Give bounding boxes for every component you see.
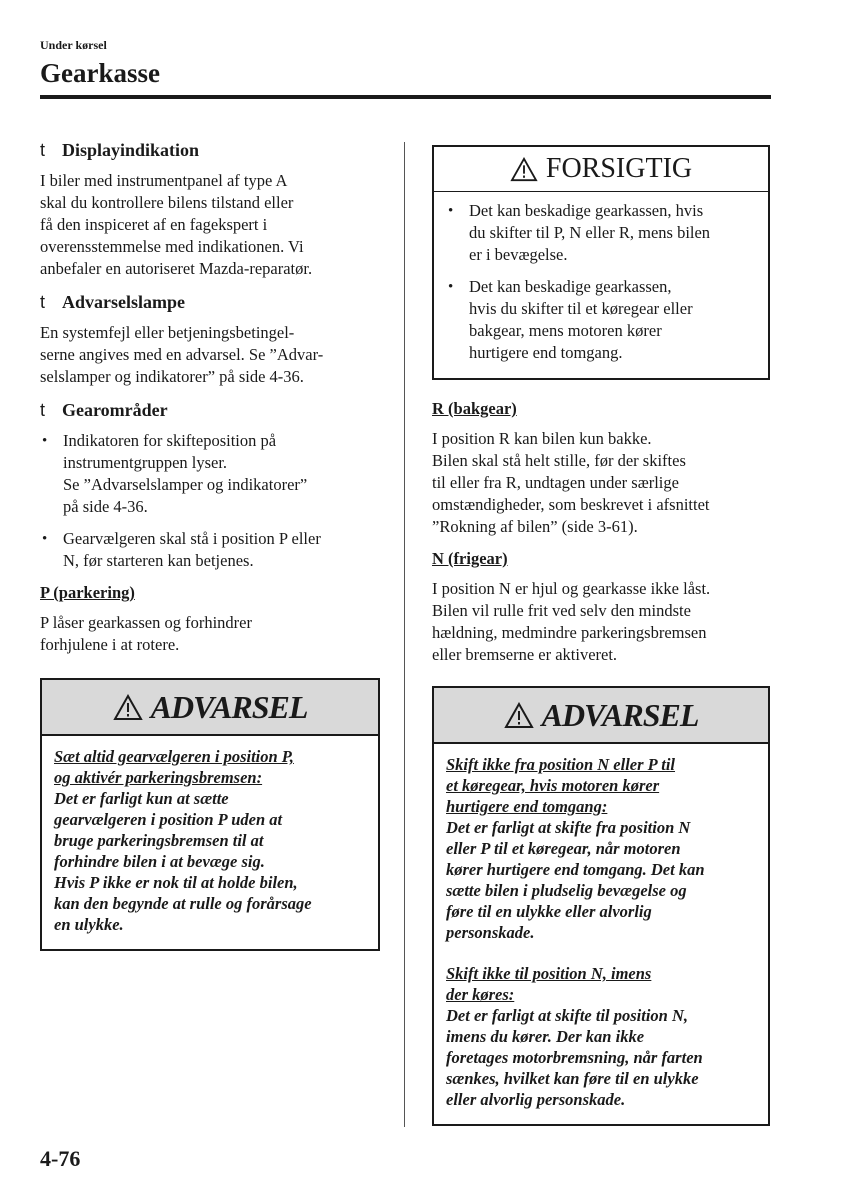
warning-body	[434, 744, 768, 1124]
text-line: føre til en ulykke eller alvorlig	[446, 902, 652, 921]
text-line: Det kan beskadige gearkassen, hvis	[469, 201, 704, 220]
warning-emphasis	[446, 754, 756, 817]
text-line: eller P til et køregear, når motoren	[446, 839, 681, 858]
ranges-list	[40, 430, 380, 572]
list-item	[446, 200, 756, 266]
reverse-heading: R (bakgear)	[432, 399, 517, 418]
text-line: foretages motorbremsning, når farten	[446, 1048, 703, 1067]
text-line: hældning, medmindre parkeringsbremsen	[432, 623, 707, 642]
lamp-paragraph	[40, 322, 380, 388]
ranges-heading	[40, 398, 380, 422]
text-line: Indikatoren for skifteposition på	[63, 431, 277, 450]
text-line: Skift ikke fra position N eller P til	[446, 755, 676, 774]
warning-emphasis	[446, 963, 756, 1005]
list-item	[446, 276, 756, 364]
warning-triangle-icon	[113, 694, 143, 721]
caution-header	[434, 147, 768, 192]
text-line: Se ”Advarselslamper og indikatorer”	[63, 475, 308, 494]
ranges-heading-text: Gearområder	[62, 400, 168, 420]
warning-body	[42, 736, 378, 949]
text-line: forhindre bilen i at bevæge sig.	[54, 852, 265, 871]
text-line: forhjulene i at rotere.	[40, 635, 180, 654]
parking-paragraph	[40, 612, 380, 656]
neutral-warning-box	[432, 686, 770, 1126]
warning-header	[42, 680, 378, 736]
text-line: skal du kontrollere bilens tilstand eller	[40, 193, 294, 212]
text-line: I position N er hjul og gearkasse ikke låst.	[432, 579, 711, 598]
text-line: på side 4-36.	[63, 497, 148, 516]
caution-title: FORSIGTIG	[545, 153, 693, 184]
warning-text	[446, 817, 756, 943]
text-line: Det er farligt at skifte fra position N	[446, 818, 691, 837]
text-line: et køregear, hvis motoren kører	[446, 776, 660, 795]
heading-marker: t	[40, 400, 46, 420]
text-line: anbefaler en autoriseret Mazda-reparatør.	[40, 259, 313, 278]
text-line: hvis du skifter til et køregear eller	[469, 299, 693, 318]
text-line: Hvis P ikke er nok til at holde bilen,	[54, 873, 298, 892]
list-item	[40, 528, 380, 572]
display-paragraph	[40, 170, 380, 280]
column-divider	[404, 142, 405, 1127]
text-line: kører hurtigere end tomgang. Det kan	[446, 860, 705, 879]
warning-emphasis	[54, 746, 366, 788]
text-line: og aktivér parkeringsbremsen:	[54, 768, 263, 787]
text-line: I position R kan bilen kun bakke.	[432, 429, 652, 448]
parking-warning-box	[40, 678, 380, 951]
display-heading-text: Displayindikation	[62, 140, 200, 160]
text-line: sænkes, hvilket kan føre til en ulykke	[446, 1069, 699, 1088]
warning-triangle-icon	[504, 702, 534, 729]
warning-triangle-icon	[510, 157, 538, 182]
text-line: kan den begynde at rulle og forårsage	[54, 894, 312, 913]
title-rule	[40, 95, 771, 99]
text-line: Det er farligt kun at sætte	[54, 789, 229, 808]
heading-marker: t	[40, 140, 46, 160]
neutral-heading: N (frigear)	[432, 549, 508, 568]
lamp-heading-text: Advarselslampe	[62, 292, 185, 312]
text-line: En systemfejl eller betjeningsbetingel-	[40, 323, 295, 342]
right-column	[432, 145, 770, 1126]
caution-list	[446, 200, 756, 364]
text-line: omstændigheder, som beskrevet i afsnittet	[432, 495, 710, 514]
text-line: Det er farligt at skifte til position N,	[446, 1006, 688, 1025]
text-line: eller alvorlig personskade.	[446, 1090, 626, 1109]
neutral-paragraph	[432, 578, 770, 666]
text-line: overensstemmelse med indikationen. Vi	[40, 237, 304, 256]
reverse-paragraph	[432, 428, 770, 538]
text-line: Bilen skal stå helt stille, før der skiftes	[432, 451, 686, 470]
heading-marker: t	[40, 292, 46, 312]
text-line: er i bevægelse.	[469, 245, 568, 264]
text-line: ”Rokning af bilen” (side 3-61).	[432, 517, 638, 536]
warning-text	[446, 1005, 756, 1110]
bullet-icon: •	[42, 433, 48, 449]
text-line: I biler med instrumentpanel af type A	[40, 171, 288, 190]
text-line: få den inspiceret af en fagekspert i	[40, 215, 268, 234]
display-heading	[40, 138, 380, 162]
text-line: imens du kører. Der kan ikke	[446, 1027, 645, 1046]
list-item	[40, 430, 380, 518]
text-line: gearvælgeren i position P uden at	[54, 810, 283, 829]
warning-title: ADVARSEL	[150, 688, 308, 725]
spacer	[446, 943, 756, 963]
warning-title: ADVARSEL	[541, 696, 699, 733]
text-line: sætte bilen i pludselig bevægelse og	[446, 881, 687, 900]
text-line: du skifter til P, N eller R, mens bilen	[469, 223, 711, 242]
left-column	[40, 138, 380, 951]
text-line: P låser gearkassen og forhindrer	[40, 613, 252, 632]
text-line: bakgear, mens motoren kører	[469, 321, 662, 340]
lamp-heading	[40, 290, 380, 314]
warning-text	[54, 788, 366, 935]
caution-body	[434, 192, 768, 378]
text-line: Sæt altid gearvælgeren i position P,	[54, 747, 294, 766]
bullet-icon: •	[448, 203, 454, 219]
section-label: Under kørsel	[40, 38, 107, 52]
text-line: til eller fra R, undtagen under særlige	[432, 473, 679, 492]
page-number: 4-76	[40, 1146, 81, 1171]
text-line: Bilen vil rulle frit ved selv den mindste	[432, 601, 691, 620]
parking-heading: P (parkering)	[40, 583, 135, 602]
text-line: Skift ikke til position N, imens	[446, 964, 652, 983]
text-line: selslamper og indikatorer” på side 4-36.	[40, 367, 304, 386]
text-line: Gearvælgeren skal stå i position P eller	[63, 529, 321, 548]
text-line: bruge parkeringsbremsen til at	[54, 831, 264, 850]
text-line: personskade.	[446, 923, 535, 942]
page-title: Gearkasse	[40, 58, 160, 88]
text-line: hurtigere end tomgang:	[446, 797, 608, 816]
text-line: hurtigere end tomgang.	[469, 343, 623, 362]
caution-box	[432, 145, 770, 380]
text-line: serne angives med en advarsel. Se ”Advar-	[40, 345, 324, 364]
text-line: instrumentgruppen lyser.	[63, 453, 228, 472]
text-line: en ulykke.	[54, 915, 124, 934]
warning-header	[434, 688, 768, 744]
bullet-icon: •	[42, 531, 48, 547]
text-line: N, før starteren kan betjenes.	[63, 551, 254, 570]
text-line: der køres:	[446, 985, 515, 1004]
bullet-icon: •	[448, 279, 454, 295]
text-line: Det kan beskadige gearkassen,	[469, 277, 672, 296]
text-line: eller bremserne er aktiveret.	[432, 645, 618, 664]
